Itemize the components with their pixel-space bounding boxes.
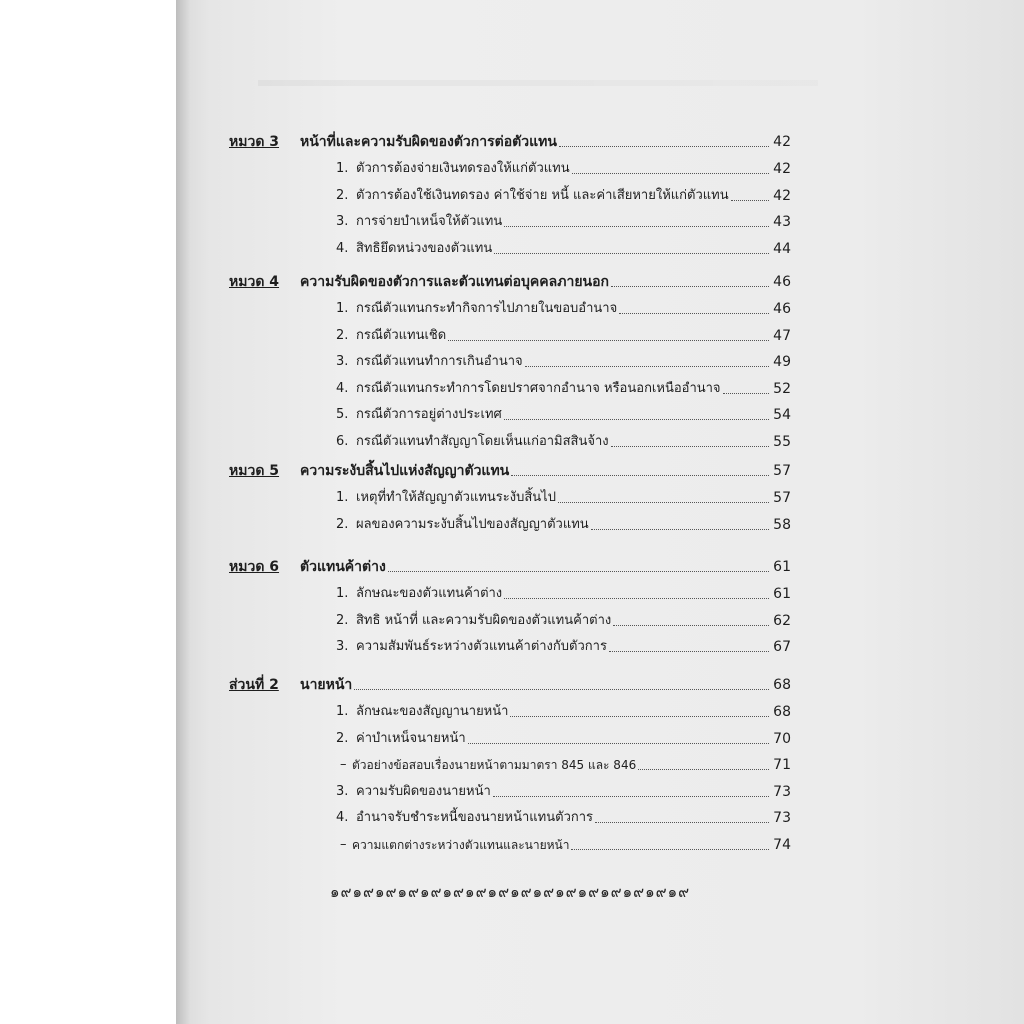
- item-text: กรณีตัวแทนทำสัญญาโดยเห็นแก่อามิสสินจ้าง: [356, 434, 609, 449]
- item-number: 1.: [336, 490, 349, 505]
- toc-item-row[interactable]: [0, 158, 1024, 182]
- dot-leader: [494, 253, 769, 254]
- dot-leader: [723, 393, 770, 394]
- dot-leader: [504, 226, 769, 227]
- dot-leader: [510, 716, 769, 717]
- toc-item-row[interactable]: [0, 610, 1024, 634]
- item-page-number: 57: [773, 490, 791, 506]
- toc-item-row[interactable]: [0, 351, 1024, 375]
- item-text: การจ่ายบำเหน็จให้ตัวแทน: [356, 214, 503, 230]
- toc-section-row[interactable]: [0, 131, 1024, 155]
- item-number: 4.: [336, 810, 349, 826]
- dot-leader: [619, 313, 769, 314]
- dot-leader: [731, 200, 770, 201]
- item-number: 2.: [336, 516, 349, 532]
- dot-leader: [611, 446, 770, 447]
- dot-leader: [504, 419, 769, 420]
- item-page-number: 61: [773, 586, 791, 602]
- item-page-number: 42: [773, 161, 791, 177]
- dot-leader: [559, 146, 769, 147]
- dot-leader: [504, 598, 769, 599]
- item-number: 2.: [336, 187, 349, 203]
- item-text: กรณีตัวแทนเชิด: [356, 327, 447, 343]
- item-number: 5.: [336, 407, 349, 423]
- toc-item-row[interactable]: [0, 431, 1024, 455]
- dot-leader: [591, 529, 769, 530]
- item-page-number: 67: [773, 639, 791, 656]
- section-label: ส่วนที่ 2: [229, 677, 279, 693]
- item-page-number: 46: [773, 301, 791, 317]
- section-label: หมวด 5: [229, 463, 280, 479]
- item-text: ความสัมพันธ์ระหว่างตัวแทนค้าต่างกับตัวการ: [356, 639, 607, 655]
- toc-item-row[interactable]: [0, 487, 1024, 511]
- item-number: –: [340, 837, 347, 852]
- item-text: สิทธิยึดหน่วงของตัวแทน: [356, 240, 493, 256]
- item-number: 4.: [336, 380, 349, 396]
- item-text: ความแตกต่างระหว่างตัวแทนและนายหน้า: [352, 838, 570, 852]
- item-text: เหตุที่ทำให้สัญญาตัวแทนระงับสิ้นไป: [356, 490, 556, 505]
- dot-leader: [611, 286, 769, 287]
- item-text: ตัวการต้องใช้เงินทดรอง ค่าใช้จ่าย หนี้ และค่าเสียหายให้แก่ตัวแทน: [356, 187, 729, 203]
- toc-item-row[interactable]: [0, 325, 1024, 349]
- item-text: ลักษณะของสัญญานายหน้า: [356, 704, 509, 719]
- dot-leader: [571, 849, 769, 850]
- item-number: –: [340, 757, 347, 773]
- item-text: ตัวอย่างข้อสอบเรื่องนายหน้าตามมาตรา 845 และ 846: [352, 758, 637, 773]
- item-page-number: 55: [773, 434, 791, 450]
- item-number: 1.: [336, 161, 349, 176]
- item-number: 1.: [336, 301, 349, 316]
- toc-subitem-row[interactable]: [0, 834, 1024, 858]
- dot-leader: [493, 796, 769, 797]
- item-page-number: 73: [773, 810, 791, 827]
- toc-item-row[interactable]: [0, 378, 1024, 402]
- toc-item-row[interactable]: [0, 238, 1024, 262]
- toc-item-row[interactable]: [0, 514, 1024, 538]
- item-text: กรณีตัวการอยู่ต่างประเทศ: [356, 407, 502, 423]
- item-page-number: 47: [773, 327, 791, 344]
- section-title: ตัวแทนค้าต่าง: [300, 559, 386, 575]
- item-text: ค่าบำเหน็จนายหน้า: [356, 730, 466, 746]
- item-page-number: 68: [773, 704, 791, 720]
- item-page-number: 71: [773, 757, 791, 774]
- item-text: ความรับผิดของนายหน้า: [356, 783, 491, 799]
- dot-leader: [511, 475, 769, 476]
- toc-section-row[interactable]: [0, 460, 1024, 484]
- section-title: ความระงับสิ้นไปแห่งสัญญาตัวแทน: [300, 463, 510, 479]
- dot-leader: [388, 571, 769, 572]
- item-page-number: 58: [773, 516, 791, 533]
- item-number: 2.: [336, 327, 349, 343]
- section-page-number: 46: [773, 274, 791, 290]
- item-text: ผลของความระงับสิ้นไปของสัญญาตัวแทน: [356, 516, 589, 532]
- item-text: อำนาจรับชำระหนี้ของนายหน้าแทนตัวการ: [356, 810, 594, 826]
- toc-section-row[interactable]: [0, 674, 1024, 698]
- item-number: 1.: [336, 586, 349, 601]
- item-page-number: 44: [773, 240, 791, 257]
- section-label: หมวด 4: [229, 274, 280, 290]
- toc-item-row[interactable]: [0, 701, 1024, 725]
- item-text: กรณีตัวแทนกระทำกิจการไปภายในขอบอำนาจ: [356, 301, 618, 316]
- item-page-number: 62: [773, 612, 791, 629]
- dot-leader: [558, 502, 769, 503]
- section-label: หมวด 6: [229, 559, 280, 575]
- toc-item-row[interactable]: [0, 298, 1024, 322]
- dot-leader: [609, 651, 769, 652]
- item-page-number: 52: [773, 380, 791, 397]
- toc-section-row[interactable]: [0, 271, 1024, 295]
- dot-leader: [638, 769, 769, 770]
- toc-item-row[interactable]: [0, 807, 1024, 831]
- item-number: 3.: [336, 639, 349, 655]
- item-number: 3.: [336, 783, 349, 799]
- toc-item-row[interactable]: [0, 185, 1024, 209]
- item-text: กรณีตัวแทนกระทำการโดยปราศจากอำนาจ หรือนอกเหนืออำนาจ: [356, 380, 721, 396]
- section-label: หมวด 3: [229, 134, 280, 150]
- item-page-number: 43: [773, 214, 791, 231]
- section-title: ความรับผิดของตัวการและตัวแทนต่อบุคคลภายนอก: [300, 274, 609, 290]
- dot-leader: [613, 625, 769, 626]
- item-number: 2.: [336, 612, 349, 628]
- toc-section-row[interactable]: [0, 556, 1024, 580]
- decorative-ornament: ๑๙๑๙๑๙๑๙๑๙๑๙๑๙๑๙๑๙๑๙๑๙๑๙๑๙๑๙๑๙๑๙: [330, 883, 691, 901]
- section-page-number: 57: [773, 463, 791, 479]
- item-page-number: 42: [773, 187, 791, 204]
- toc-item-row[interactable]: [0, 583, 1024, 607]
- item-page-number: 74: [773, 837, 791, 853]
- item-page-number: 49: [773, 354, 791, 371]
- item-text: ตัวการต้องจ่ายเงินทดรองให้แก่ตัวแทน: [356, 161, 570, 176]
- item-text: ลักษณะของตัวแทนค้าต่าง: [356, 586, 503, 601]
- section-page-number: 61: [773, 559, 791, 575]
- item-number: 4.: [336, 240, 349, 256]
- dot-leader: [572, 173, 770, 174]
- item-number: 3.: [336, 354, 349, 370]
- item-text: กรณีตัวแทนทำการเกินอำนาจ: [356, 354, 523, 370]
- toc-item-row[interactable]: [0, 404, 1024, 428]
- section-page-number: 42: [773, 134, 791, 150]
- dot-leader: [448, 340, 769, 341]
- section-title: หน้าที่และความรับผิดของตัวการต่อตัวแทน: [300, 134, 557, 150]
- toc-item-row[interactable]: [0, 781, 1024, 805]
- toc-item-row[interactable]: [0, 211, 1024, 235]
- toc-subitem-row[interactable]: [0, 754, 1024, 778]
- dot-leader: [354, 689, 769, 690]
- item-number: 1.: [336, 704, 349, 719]
- item-number: 6.: [336, 434, 349, 449]
- item-page-number: 70: [773, 730, 791, 747]
- item-page-number: 73: [773, 783, 791, 800]
- item-number: 3.: [336, 214, 349, 230]
- toc-item-row[interactable]: [0, 636, 1024, 660]
- item-text: สิทธิ หน้าที่ และความรับผิดของตัวแทนค้าต่าง: [356, 612, 612, 628]
- dot-leader: [468, 743, 770, 744]
- item-page-number: 54: [773, 407, 791, 424]
- dot-leader: [525, 366, 770, 367]
- toc-item-row[interactable]: [0, 728, 1024, 752]
- dot-leader: [595, 822, 769, 823]
- section-title: นายหน้า: [300, 677, 353, 693]
- item-number: 2.: [336, 730, 349, 746]
- section-page-number: 68: [773, 677, 791, 693]
